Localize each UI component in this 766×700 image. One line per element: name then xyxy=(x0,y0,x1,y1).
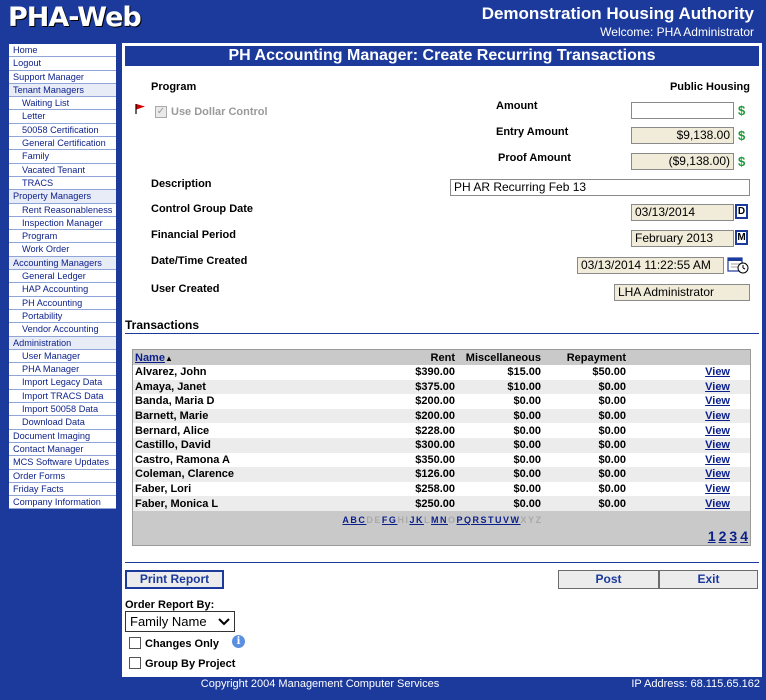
alpha-filter-n[interactable]: N xyxy=(439,515,448,525)
sidebar-item-import-legacy-data[interactable]: Import Legacy Data xyxy=(9,376,116,389)
cell-misc: $0.00 xyxy=(457,409,543,424)
cell-rent: $375.00 xyxy=(333,380,457,395)
description-input[interactable]: PH AR Recurring Feb 13 xyxy=(450,179,750,196)
order-report-by-value: Family Name xyxy=(130,614,207,629)
cell-rent: $390.00 xyxy=(333,365,457,380)
chevron-down-icon xyxy=(218,618,230,626)
entry-amount-label: Entry Amount xyxy=(496,126,569,138)
cell-view xyxy=(628,423,750,438)
table-row xyxy=(133,467,750,482)
transactions-title: Transactions xyxy=(125,318,200,332)
date-created-label: Date/Time Created xyxy=(151,255,248,267)
print-report-button[interactable]: Print Report xyxy=(125,570,224,589)
app-logo: PHA-Web xyxy=(8,2,141,33)
control-group-date-input[interactable]: 03/13/2014 xyxy=(631,204,734,221)
sidebar-item-vacated-tenant[interactable]: Vacated Tenant xyxy=(9,164,116,177)
group-by-project-label: Group By Project xyxy=(145,658,236,670)
alpha-filter-r[interactable]: R xyxy=(472,515,481,525)
alpha-filter-e: E xyxy=(374,515,382,525)
alpha-filter-d: D xyxy=(366,515,375,525)
alpha-filter-m[interactable]: M xyxy=(430,515,440,525)
sidebar-item-general-certification[interactable]: General Certification xyxy=(9,137,116,150)
sidebar-item-letter[interactable]: Letter xyxy=(9,110,116,123)
sidebar-item-pha-manager[interactable]: PHA Manager xyxy=(9,363,116,376)
sidebar-item-tenant-managers[interactable]: Tenant Managers xyxy=(9,84,116,97)
cell-repayment: $0.00 xyxy=(543,438,628,453)
group-by-project-checkbox[interactable] xyxy=(129,657,141,669)
alpha-filter-b[interactable]: B xyxy=(350,515,359,525)
cell-name: Castro, Ramona A xyxy=(133,453,333,468)
sidebar-item-home[interactable]: Home xyxy=(9,44,116,57)
cell-misc: $0.00 xyxy=(457,467,543,482)
cell-rent: $126.00 xyxy=(333,467,457,482)
cell-view xyxy=(628,482,750,497)
alpha-filter-g[interactable]: G xyxy=(388,515,398,525)
sidebar-item-accounting-managers[interactable]: Accounting Managers xyxy=(9,257,116,270)
cell-repayment: $0.00 xyxy=(543,380,628,395)
view-link[interactable]: View xyxy=(705,395,730,408)
table-row xyxy=(133,394,750,409)
cell-rent: $258.00 xyxy=(333,482,457,497)
divider xyxy=(125,562,759,563)
column-header-misc: Miscellaneous xyxy=(457,350,543,365)
entry-amount-dollar-icon[interactable]: $ xyxy=(738,128,746,143)
amount-label: Amount xyxy=(496,100,538,112)
alpha-filter-v[interactable]: V xyxy=(503,515,511,525)
cell-rent: $228.00 xyxy=(333,423,457,438)
cell-name: Alvarez, John xyxy=(133,365,333,380)
view-link[interactable]: View xyxy=(705,453,730,466)
cell-misc: $0.00 xyxy=(457,423,543,438)
changes-only-checkbox[interactable] xyxy=(129,637,141,649)
cell-view xyxy=(628,496,750,511)
sidebar-item-administration[interactable]: Administration xyxy=(9,337,116,350)
cell-rent: $300.00 xyxy=(333,438,457,453)
welcome-text: Welcome: PHA Administrator xyxy=(600,25,754,39)
order-report-by-label: Order Report By: xyxy=(125,599,215,611)
sidebar-nav xyxy=(8,43,117,510)
sidebar-item-ph-accounting[interactable]: PH Accounting xyxy=(9,297,116,310)
page-title: PH Accounting Manager: Create Recurring Transactions xyxy=(125,46,759,66)
view-link[interactable]: View xyxy=(705,439,730,452)
cell-rent: $200.00 xyxy=(333,409,457,424)
view-link[interactable]: View xyxy=(705,380,730,393)
transactions-table xyxy=(133,350,750,511)
sidebar-item-friday-facts[interactable]: Friday Facts xyxy=(9,483,116,496)
alpha-filter-o: O xyxy=(447,515,457,525)
page-link-1[interactable]: 1 xyxy=(707,528,716,544)
alpha-filter-x: X xyxy=(520,515,529,525)
table-row xyxy=(133,380,750,395)
cell-name: Faber, Lori xyxy=(133,482,333,497)
cell-name: Barnett, Marie xyxy=(133,409,333,424)
changes-only-label: Changes Only xyxy=(145,638,219,650)
cell-name: Castillo, David xyxy=(133,438,333,453)
alpha-filter-q[interactable]: Q xyxy=(464,515,473,525)
alpha-filter-a[interactable]: A xyxy=(342,515,351,525)
view-link[interactable]: View xyxy=(705,366,730,379)
sidebar-item-family[interactable]: Family xyxy=(9,150,116,163)
transactions-table-wrap xyxy=(132,349,751,546)
flag-icon xyxy=(134,103,146,115)
control-group-date-label: Control Group Date xyxy=(151,203,254,215)
alpha-filter-j[interactable]: J xyxy=(409,515,416,525)
cell-view xyxy=(628,409,750,424)
column-header-repayment: Repayment xyxy=(543,350,628,365)
sidebar-item-document-imaging[interactable]: Document Imaging xyxy=(9,430,116,443)
sidebar-item-user-manager[interactable]: User Manager xyxy=(9,350,116,363)
cell-repayment: $0.00 xyxy=(543,482,628,497)
alpha-filter-y: Y xyxy=(528,515,536,525)
alpha-filter-l: L xyxy=(423,515,431,525)
program-value: Public Housing xyxy=(669,81,750,93)
sidebar-item-import-50058-data[interactable]: Import 50058 Data xyxy=(9,403,116,416)
page-link-3[interactable]: 3 xyxy=(729,528,738,544)
table-row xyxy=(133,482,750,497)
amount-dollar-icon[interactable]: $ xyxy=(738,103,746,118)
sidebar-item-company-information[interactable]: Company Information xyxy=(9,496,116,509)
sidebar-item-portability[interactable]: Portability xyxy=(9,310,116,323)
cell-name: Coleman, Clarence xyxy=(133,467,333,482)
cell-repayment: $0.00 xyxy=(543,496,628,511)
cell-misc: $10.00 xyxy=(457,380,543,395)
sidebar-item-support-manager[interactable]: Support Manager xyxy=(9,71,116,84)
alpha-filter-w[interactable]: W xyxy=(510,515,521,525)
cell-view xyxy=(628,467,750,482)
sidebar-item-tracs[interactable]: TRACS xyxy=(9,177,116,190)
cell-misc: $15.00 xyxy=(457,365,543,380)
sidebar-item-50058-certification[interactable]: 50058 Certification xyxy=(9,124,116,137)
sidebar-item-download-data[interactable]: Download Data xyxy=(9,416,116,429)
proof-amount-dollar-icon[interactable]: $ xyxy=(738,154,746,169)
org-title: Demonstration Housing Authority xyxy=(481,4,754,23)
view-link[interactable]: View xyxy=(705,468,730,481)
use-dollar-control-checkbox[interactable]: ✓ xyxy=(156,106,166,117)
pagination xyxy=(705,528,748,544)
post-button[interactable]: Post xyxy=(558,570,659,589)
main-panel xyxy=(122,43,762,677)
column-header-rent: Rent xyxy=(333,350,457,365)
sidebar-item-work-order[interactable]: Work Order xyxy=(9,243,116,256)
alpha-filter-z: Z xyxy=(535,515,543,525)
cell-name: Faber, Monica L xyxy=(133,496,333,511)
table-row xyxy=(133,453,750,468)
alpha-filter-s[interactable]: S xyxy=(480,515,489,525)
sidebar-item-logout[interactable]: Logout xyxy=(9,57,116,70)
cell-misc: $0.00 xyxy=(457,394,543,409)
alpha-filter-i: I xyxy=(405,515,410,525)
info-icon[interactable]: i xyxy=(232,635,245,648)
cell-misc: $0.00 xyxy=(457,438,543,453)
description-label: Description xyxy=(151,178,212,190)
proof-amount-label: Proof Amount xyxy=(498,152,571,164)
cell-view xyxy=(628,365,750,380)
financial-period-label: Financial Period xyxy=(151,229,236,241)
table-row xyxy=(133,365,750,380)
sidebar-item-vendor-accounting[interactable]: Vendor Accounting xyxy=(9,323,116,336)
alpha-filter-k[interactable]: K xyxy=(415,515,424,525)
cell-view xyxy=(628,394,750,409)
order-report-by-select[interactable] xyxy=(125,611,235,632)
cell-repayment: $0.00 xyxy=(543,409,628,424)
month-picker-button[interactable]: M xyxy=(735,230,748,245)
use-dollar-control-label: Use Dollar Control xyxy=(171,106,268,118)
table-row xyxy=(133,496,750,511)
page-link-2[interactable]: 2 xyxy=(718,528,727,544)
sidebar-item-order-forms[interactable]: Order Forms xyxy=(9,470,116,483)
cell-repayment: $50.00 xyxy=(543,365,628,380)
view-link[interactable]: View xyxy=(705,410,730,423)
column-header-view xyxy=(628,350,750,365)
sidebar-item-import-tracs-data[interactable]: Import TRACS Data xyxy=(9,390,116,403)
cell-misc: $0.00 xyxy=(457,482,543,497)
cell-name: Amaya, Janet xyxy=(133,380,333,395)
view-link[interactable]: View xyxy=(705,497,730,510)
cell-rent: $350.00 xyxy=(333,453,457,468)
alpha-filter-c[interactable]: C xyxy=(358,515,367,525)
alpha-filter-h: H xyxy=(397,515,406,525)
sidebar-item-hap-accounting[interactable]: HAP Accounting xyxy=(9,283,116,296)
cell-repayment: $0.00 xyxy=(543,423,628,438)
table-header-row xyxy=(133,350,750,365)
cell-view xyxy=(628,453,750,468)
view-link[interactable]: View xyxy=(705,483,730,496)
app-header xyxy=(0,0,766,42)
sidebar-item-program[interactable]: Program xyxy=(9,230,116,243)
divider xyxy=(125,333,759,334)
cell-repayment: $0.00 xyxy=(543,467,628,482)
exit-button[interactable]: Exit xyxy=(659,570,758,589)
cell-name: Bernard, Alice xyxy=(133,423,333,438)
cell-name: Banda, Maria D xyxy=(133,394,333,409)
financial-period-input[interactable]: February 2013 xyxy=(631,230,734,247)
date-created-field: 03/13/2014 11:22:55 AM xyxy=(577,257,724,274)
column-header-name[interactable] xyxy=(133,350,333,365)
sidebar-item-contact-manager[interactable]: Contact Manager xyxy=(9,443,116,456)
page-link-4[interactable]: 4 xyxy=(740,528,748,544)
proof-amount-field: ($9,138.00) xyxy=(631,153,734,170)
cell-rent: $200.00 xyxy=(333,394,457,409)
cell-view xyxy=(628,380,750,395)
cell-view xyxy=(628,438,750,453)
sidebar-item-property-managers[interactable]: Property Managers xyxy=(9,190,116,203)
table-row xyxy=(133,409,750,424)
sidebar-item-general-ledger[interactable]: General Ledger xyxy=(9,270,116,283)
alpha-filter-p[interactable]: P xyxy=(456,515,464,525)
footer-copyright: Copyright 2004 Management Computer Services xyxy=(200,678,440,690)
amount-input[interactable] xyxy=(631,102,734,119)
user-created-label: User Created xyxy=(151,283,220,295)
alpha-filter-u[interactable]: U xyxy=(495,515,504,525)
entry-amount-field: $9,138.00 xyxy=(631,127,734,144)
sidebar-item-rent-reasonableness[interactable]: Rent Reasonableness xyxy=(9,204,116,217)
alpha-filter-t[interactable]: T xyxy=(488,515,496,525)
calendar-clock-icon[interactable] xyxy=(727,256,749,274)
table-row xyxy=(133,423,750,438)
cell-rent: $250.00 xyxy=(333,496,457,511)
program-label: Program xyxy=(151,81,197,93)
cell-repayment: $0.00 xyxy=(543,453,628,468)
alphabet-filter xyxy=(133,515,752,525)
sort-by-name-link[interactable]: Name xyxy=(135,351,165,364)
cell-misc: $0.00 xyxy=(457,453,543,468)
alpha-filter-f[interactable]: F xyxy=(381,515,389,525)
view-link[interactable]: View xyxy=(705,424,730,437)
user-created-field: LHA Administrator xyxy=(614,284,750,301)
sidebar-item-waiting-list[interactable]: Waiting List xyxy=(9,97,116,110)
table-row xyxy=(133,438,750,453)
date-picker-button[interactable]: D xyxy=(735,204,748,219)
sidebar-item-mcs-software-updates[interactable]: MCS Software Updates xyxy=(9,456,116,469)
footer-ip-address: IP Address: 68.115.65.162 xyxy=(631,678,760,690)
sort-asc-icon: ▲ xyxy=(164,353,173,363)
cell-misc: $0.00 xyxy=(457,496,543,511)
sidebar-item-inspection-manager[interactable]: Inspection Manager xyxy=(9,217,116,230)
cell-repayment: $0.00 xyxy=(543,394,628,409)
